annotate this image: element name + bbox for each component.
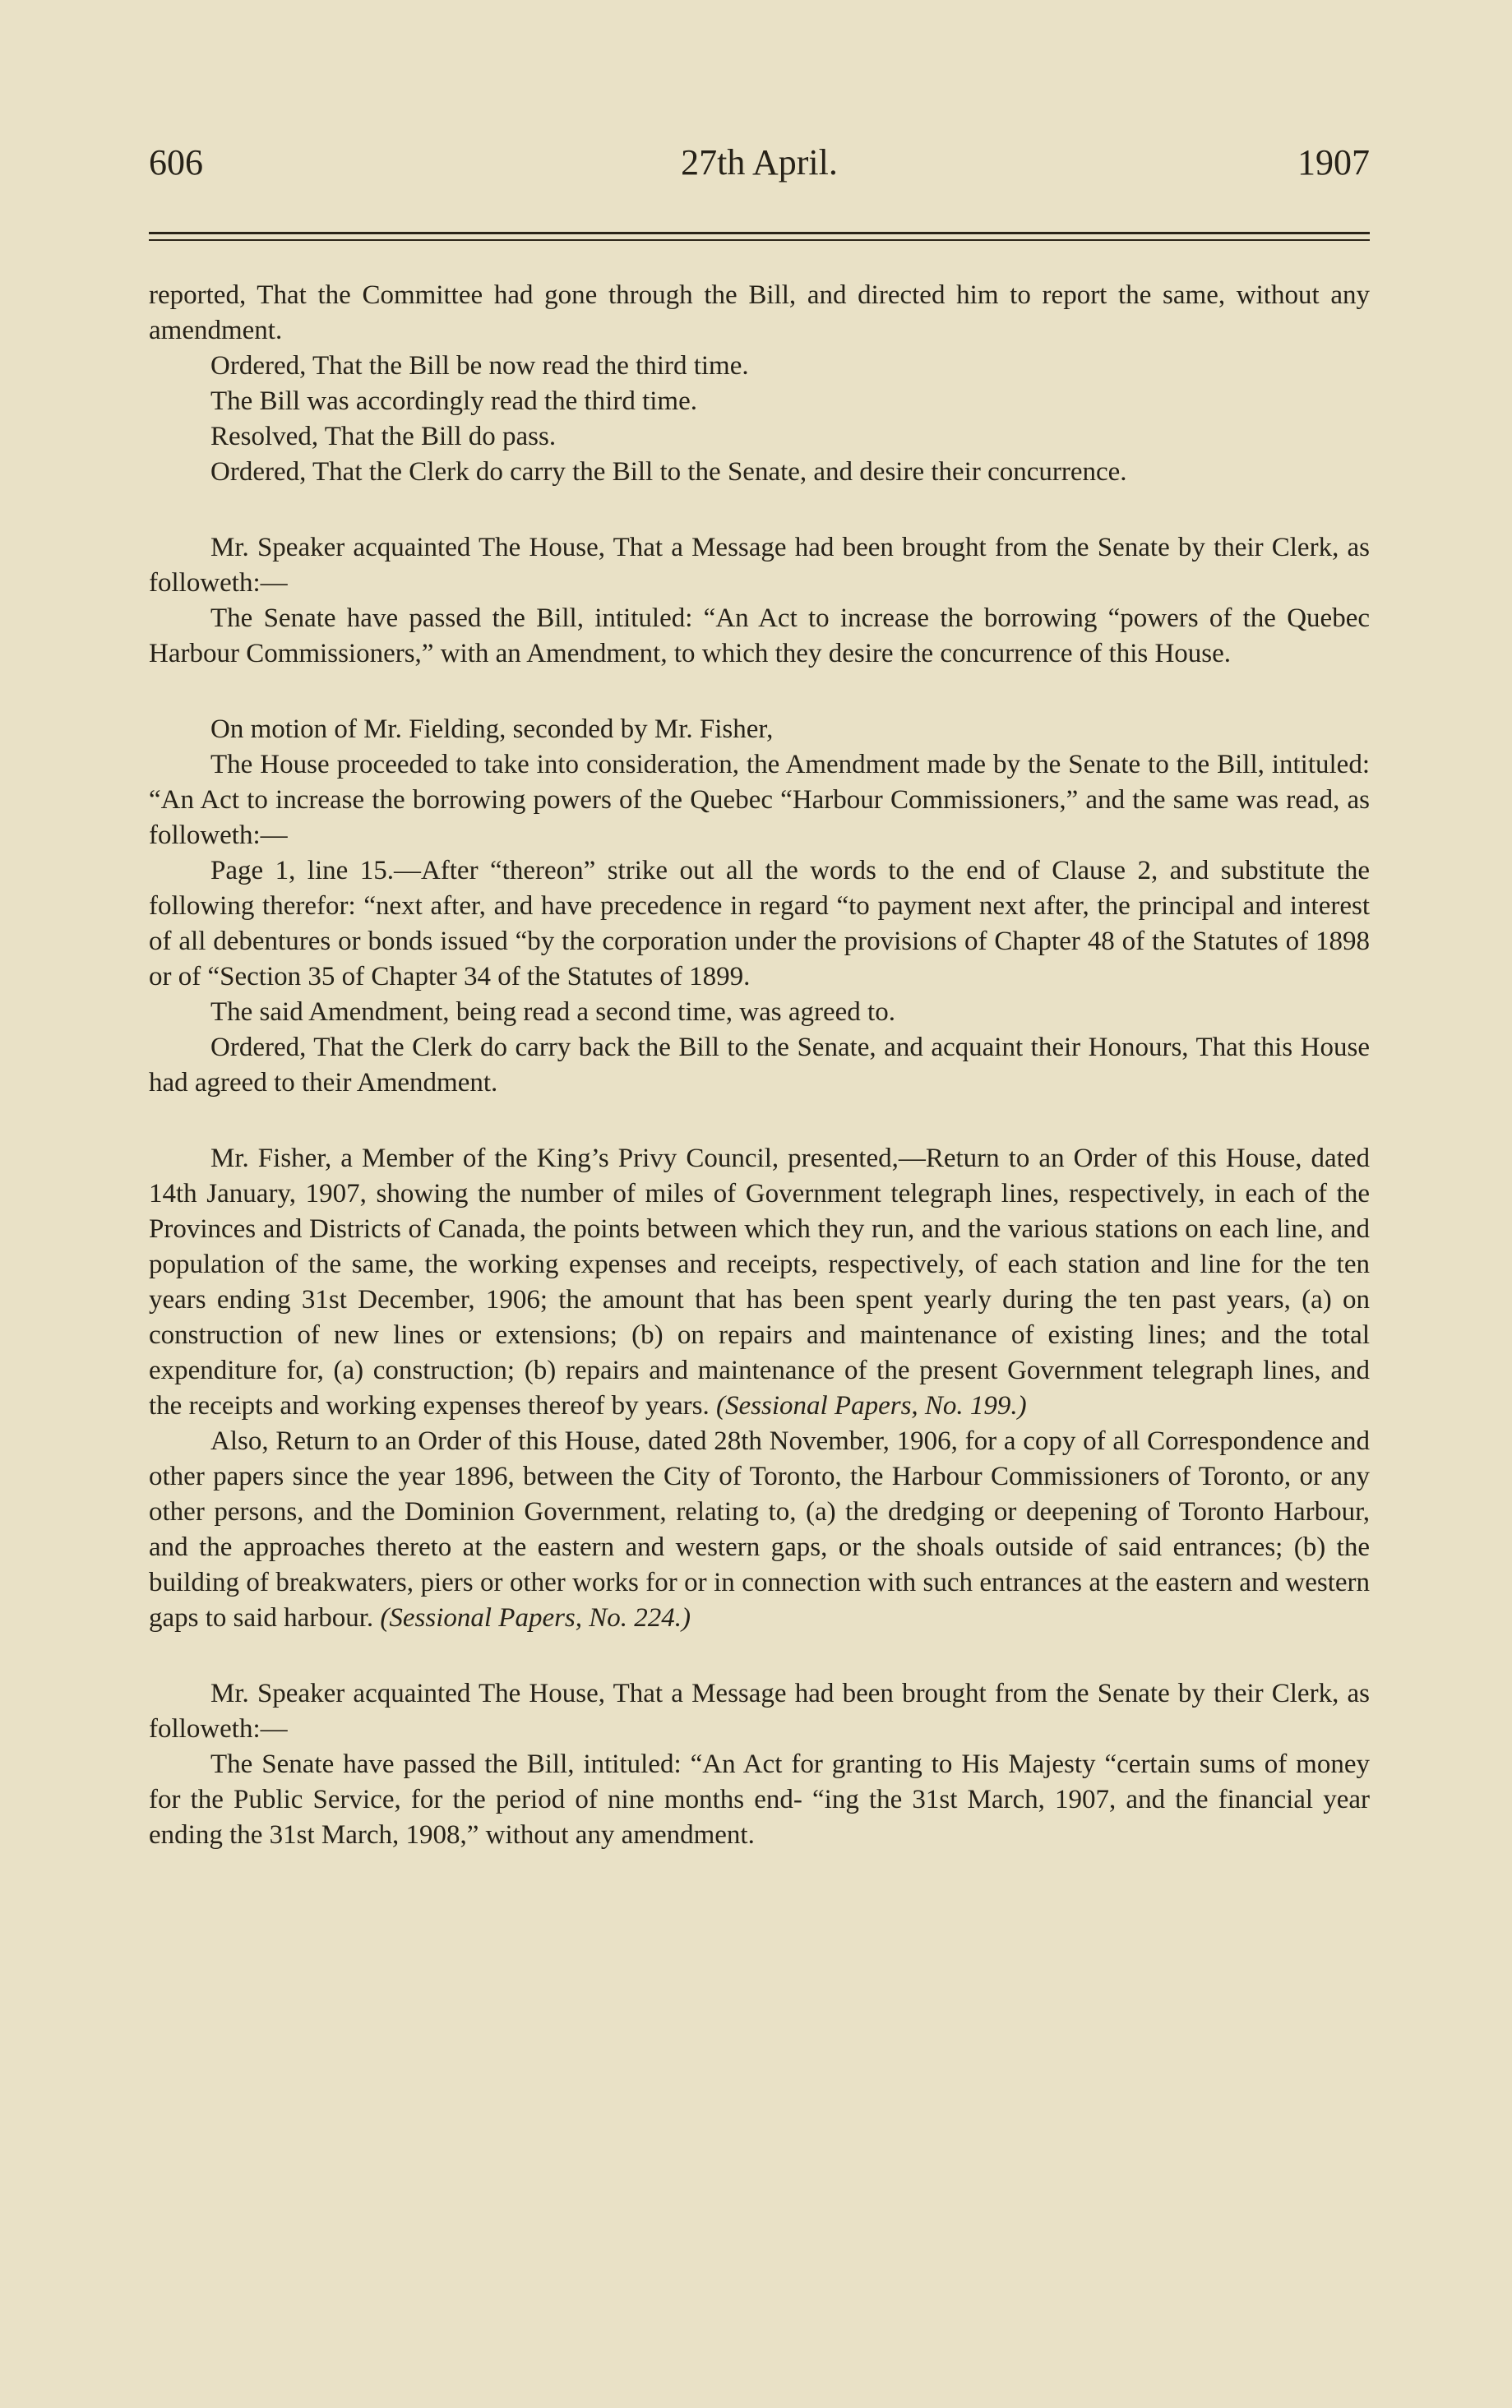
paragraph-resolved: Resolved, That the Bill do pass. (210, 422, 557, 451)
header-date: 27th April. (681, 142, 838, 183)
sessional-paper-224: (Sessional Papers, No. 224.) (380, 1603, 691, 1633)
paragraph-committee-report: reported, That the Committee had gone through the Bill, and directed him to report the same, without any amendment. (149, 280, 1370, 345)
toronto-return-text: Also, Return to an Order of this House, dated 28th November, 1906, for a copy of all Correspondence and other papers since the year 1896, between the City of Toronto, the Harbour Commissioners of Toronto, or any other persons, and the Dominion Government, relating to, (a) the dredging or deepening of Toronto Harbour, and the approaches thereto at the eastern and western gaps, or the shoals outside of said entrances; (b) the building of breakwaters, piers or other works for or in connection with such entrances at the eastern and western gaps to said harbour. (149, 1426, 1370, 1633)
paragraph-motion-fielding: On motion of Mr. Fielding, seconded by Mr. Fisher, (210, 714, 774, 744)
journal-body (149, 278, 1370, 1853)
paragraph-supply-bill: The Senate have passed the Bill, intituled: “An Act for granting to His Majesty “certain sums of money for the Public Service, for the period of nine months end- “ing the 31st March, 1907, and the financial year ending the 31st March, 1908,” without any amendment. (149, 1749, 1370, 1850)
telegraph-return-text: Mr. Fisher, a Member of the King’s Privy Council, presented,—Return to an Order of this House, dated 14th January, 1907, showing the number of miles of Government telegraph lines, respectively, in each of the Provinces and Districts of Canada, the points between which they run, and the various stations on each line, and population of the same, the working expenses and receipts, respectively, of each station and line for the ten years ending 31st December, 1906; the amount that has been spent yearly during the ten past years, (a) on construction of new lines or extensions; (b) on repairs and maintenance of existing lines; and the total expenditure for, (a) construction; (b) repairs and maintenance of the present Government telegraph lines, and the receipts and working expenses thereof by years. (149, 1144, 1370, 1421)
sessional-paper-199: (Sessional Papers, No. 199.) (716, 1391, 1027, 1421)
page-header (149, 141, 1370, 191)
paragraph-speaker-message-1: Mr. Speaker acquainted The House, That a Message had been brought from the Senate by their Clerk, as followeth:— (149, 533, 1370, 598)
paragraph-quebec-harbour-bill: The Senate have passed the Bill, intituled: “An Act to increase the borrowing “powers of the Quebec Harbour Commissioners,” with an Amendment, to which they desire the concurrence of this House. (149, 603, 1370, 668)
paragraph-third-reading: The Bill was accordingly read the third time. (210, 386, 697, 416)
paragraph-amendment-text: Page 1, line 15.—After “thereon” strike out all the words to the end of Clause 2, and substitute the following therefor: “next after, and have precedence in regard “to payment next after, the principal and interest of all debentures or bonds issued “by the corporation under the provisions of Chapter 48 of the Statutes of 1898 or of “Section 35 of Chapter 34 of the Statutes of 1899. (149, 856, 1370, 991)
paragraph-speaker-message-2: Mr. Speaker acquainted The House, That a Message had been brought from the Senate by their Clerk, as followeth:— (149, 1679, 1370, 1744)
header-rule-bottom (149, 239, 1370, 241)
paragraph-consideration: The House proceeded to take into consideration, the Amendment made by the Senate to the Bill, intituled: “An Act to increase the borrowing powers of the Quebec “Harbour Commissioners,” and the same was read, as followeth:— (149, 750, 1370, 850)
paragraph-third-reading-order: Ordered, That the Bill be now read the third time. (210, 351, 749, 381)
paragraph-carry-back: Ordered, That the Clerk do carry back the Bill to the Senate, and acquaint their Honours, That this House had agreed to their Amendment. (149, 1033, 1370, 1098)
paragraph-carry-to-senate: Ordered, That the Clerk do carry the Bill to the Senate, and desire their concurrence. (210, 457, 1127, 487)
page-number: 606 (149, 142, 203, 183)
header-rule-top (149, 232, 1370, 234)
paragraph-agreed: The said Amendment, being read a second time, was agreed to. (210, 997, 895, 1027)
paragraph-toronto-harbour-return (149, 1424, 1370, 1636)
header-year: 1907 (1297, 142, 1370, 183)
paragraph-telegraph-return (149, 1141, 1370, 1424)
